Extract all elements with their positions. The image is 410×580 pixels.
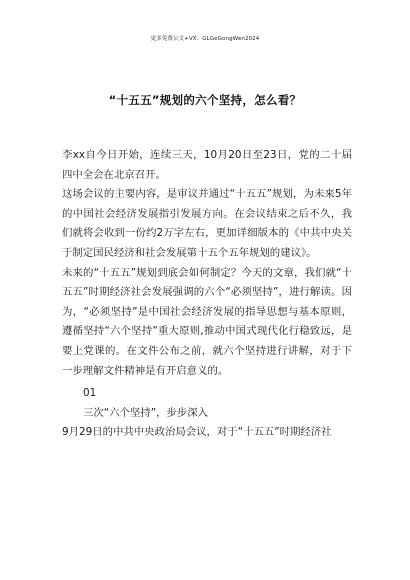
section-heading: 三次“六个坚持”，步步深入 <box>83 406 209 419</box>
paragraph: 李xx自今日开始，连续三天，10月20日至23日，党的二十届四中全会在北京召开。 <box>62 149 352 181</box>
header-note: 更多免费公文+VX：GLGeGongWen2024 <box>150 36 260 42</box>
document-body <box>62 146 352 443</box>
section-number: 01 <box>83 387 97 400</box>
paragraph: 9月29日的中共中央政治局会议，对于“十五五”时期经济社 <box>62 426 332 439</box>
document-title: “十五五”规划的六个坚持，怎么看？ <box>108 93 302 107</box>
paragraph: 未来的“十五五”规划到底会如何制定？今天的文章，我们就“十五五”时期经济社会发展强调的六个“必须坚持”，进行解读。因为，“必须坚持”是中国社会经济发展的指导思想与基本原则，遵循坚持“六个坚持”重大原则,推动中国式现代化行稳致远，是要上党课的。在文件公布之前，就六个坚持进行讲解，对于下一步理解文件精神是有开启意义的。 <box>62 266 352 377</box>
paragraph: 这场会议的主要内容，是审议并通过“十五五”规划，为未来5年的中国社会经济发展指引发展方向。在会议结束之后不久，我们就将会收到一份约2万字左右，更加详细版本的《中共中央关于制定国民经济和社会发展第十五个五年规划的建议》。 <box>62 188 352 259</box>
